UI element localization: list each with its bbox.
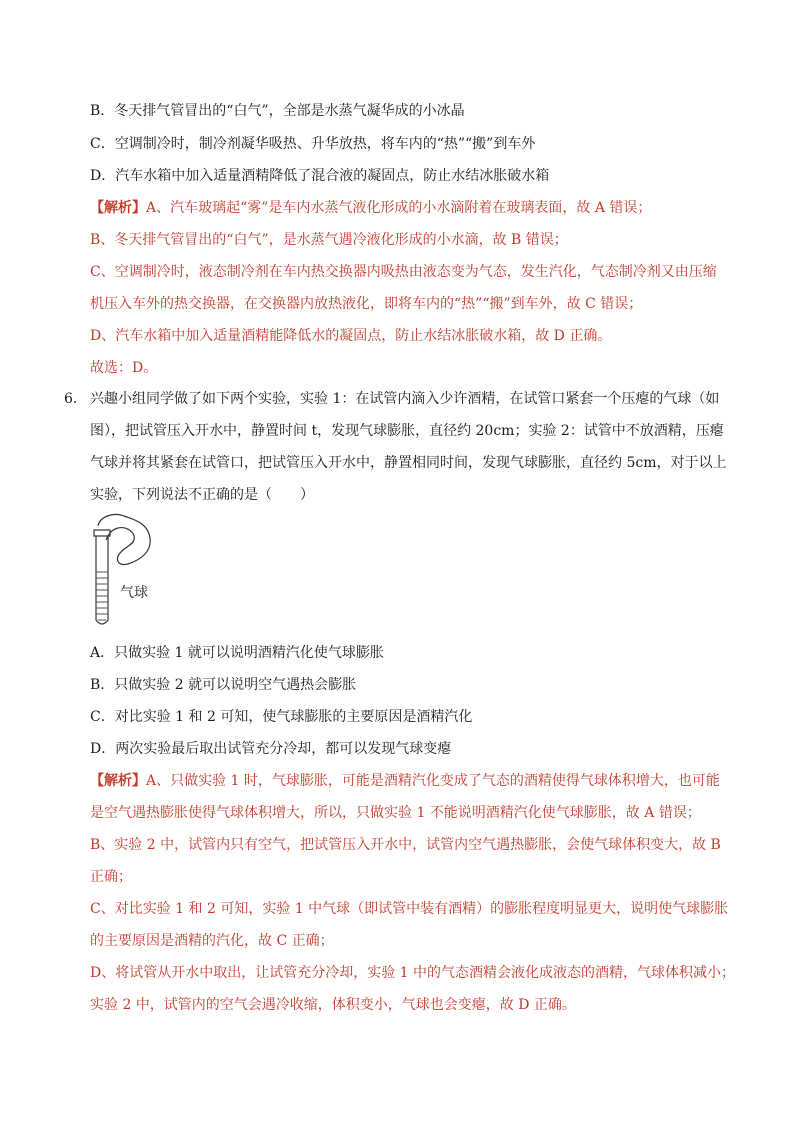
question-stem-line: 兴趣小组同学做了如下两个实验，实验 1：在试管内滴入少许酒精，在试管口紧套一个压瘪的气球（如 <box>90 391 720 407</box>
balloon-label: 气球 <box>120 585 148 601</box>
tube-body <box>96 536 108 624</box>
analysis-line: 是空气遇热膨胀使得气球体积增大，所以，只做实验 1 不能说明酒精汽化使气球膨胀，故 A 错误； <box>90 805 701 821</box>
option-a: A．只做实验 1 就可以说明酒精汽化使气球膨胀 <box>90 645 384 661</box>
analysis-line: D、将试管从开水中取出，让试管充分冷却，实验 1 中的气态酒精会液化成液态的酒精，气球体积减小； <box>90 965 736 981</box>
analysis-line: 正确； <box>90 869 132 885</box>
analysis-tag: 【解析】 <box>90 773 146 789</box>
analysis-line: C、空调制冷时，液态制冷剂在车内热交换器内吸热由液态变为气态，发生汽化，气态制冷剂又由压缩 <box>90 264 717 280</box>
option-c: C．空调制冷时，制冷剂凝华吸热、升华放热，将车内的“热”“搬”到车外 <box>90 136 536 152</box>
option-d: D．两次实验最后取出试管充分冷却，都可以发现气球变瘪 <box>90 741 452 757</box>
tube-rim <box>94 530 110 536</box>
analysis-line: C、对比实验 1 和 2 可知，实验 1 中气球（即试管中装有酒精）的膨胀程度明显更大，说明使气球膨胀 <box>90 901 729 917</box>
question-stem-line: 图），把试管压入开水中，静置时间 t，发现气球膨胀，直径约 20cm；实验 2：试管中不放酒精，压瘪 <box>90 423 724 439</box>
answer-line: 故选：D。 <box>90 360 158 376</box>
question-number: 6． <box>64 391 87 407</box>
analysis-line: 的主要原因是酒精的汽化，故 C 正确； <box>90 933 334 949</box>
analysis-text: A、汽车玻璃起“雾”是车内水蒸气液化形成的小水滴附着在玻璃表面，故 A 错误； <box>146 200 652 216</box>
analysis-line: 实验 2 中，试管内的空气会遇冷收缩，体积变小，气球也会变瘪，故 D 正确。 <box>90 997 576 1013</box>
balloon-shape <box>98 514 150 564</box>
option-b: B．只做实验 2 就可以说明空气遇热会膨胀 <box>90 677 357 693</box>
analysis-line: B、冬天排气管冒出的“白气”，是水蒸气遇冷液化形成的小水滴，故 B 错误； <box>90 232 568 248</box>
option-c: C．对比实验 1 和 2 可知，使气球膨胀的主要原因是酒精汽化 <box>90 709 473 725</box>
option-b: B．冬天排气管冒出的“白气”，全部是水蒸气凝华成的小冰晶 <box>90 103 465 119</box>
liquid-hatching <box>96 572 108 620</box>
test-tube-balloon-figure <box>80 512 170 632</box>
option-d: D．汽车水箱中加入适量酒精降低了混合液的凝固点，防止水结冰胀破水箱 <box>90 168 550 184</box>
question-stem-line: 实验，下列说法不正确的是（ ） <box>90 487 314 503</box>
test-tube-illustration <box>80 512 170 632</box>
question-stem-line: 气球并将其紧套在试管口，把试管压入开水中，静置相同时间，发现气球膨胀，直径约 5cm，对于以上 <box>90 455 727 471</box>
analysis-line <box>90 199 651 217</box>
analysis-line <box>90 772 720 790</box>
analysis-line: 机压入车外的热交换器，在交换器内放热液化，即将车内的“热”“搬”到车外，故 C 错误； <box>90 296 643 312</box>
analysis-line: B、实验 2 中，试管内只有空气，把试管压入开水中，试管内空气遇热膨胀，会使气球体积变大，故 B <box>90 837 721 853</box>
analysis-tag: 【解析】 <box>90 200 146 216</box>
analysis-line: D、汽车水箱中加入适量酒精能降低水的凝固点，防止水结冰胀破水箱，故 D 正确。 <box>90 328 612 344</box>
analysis-text: A、只做实验 1 时，气球膨胀，可能是酒精汽化变成了气态的酒精使得气球体积增大，也可能 <box>146 773 720 789</box>
